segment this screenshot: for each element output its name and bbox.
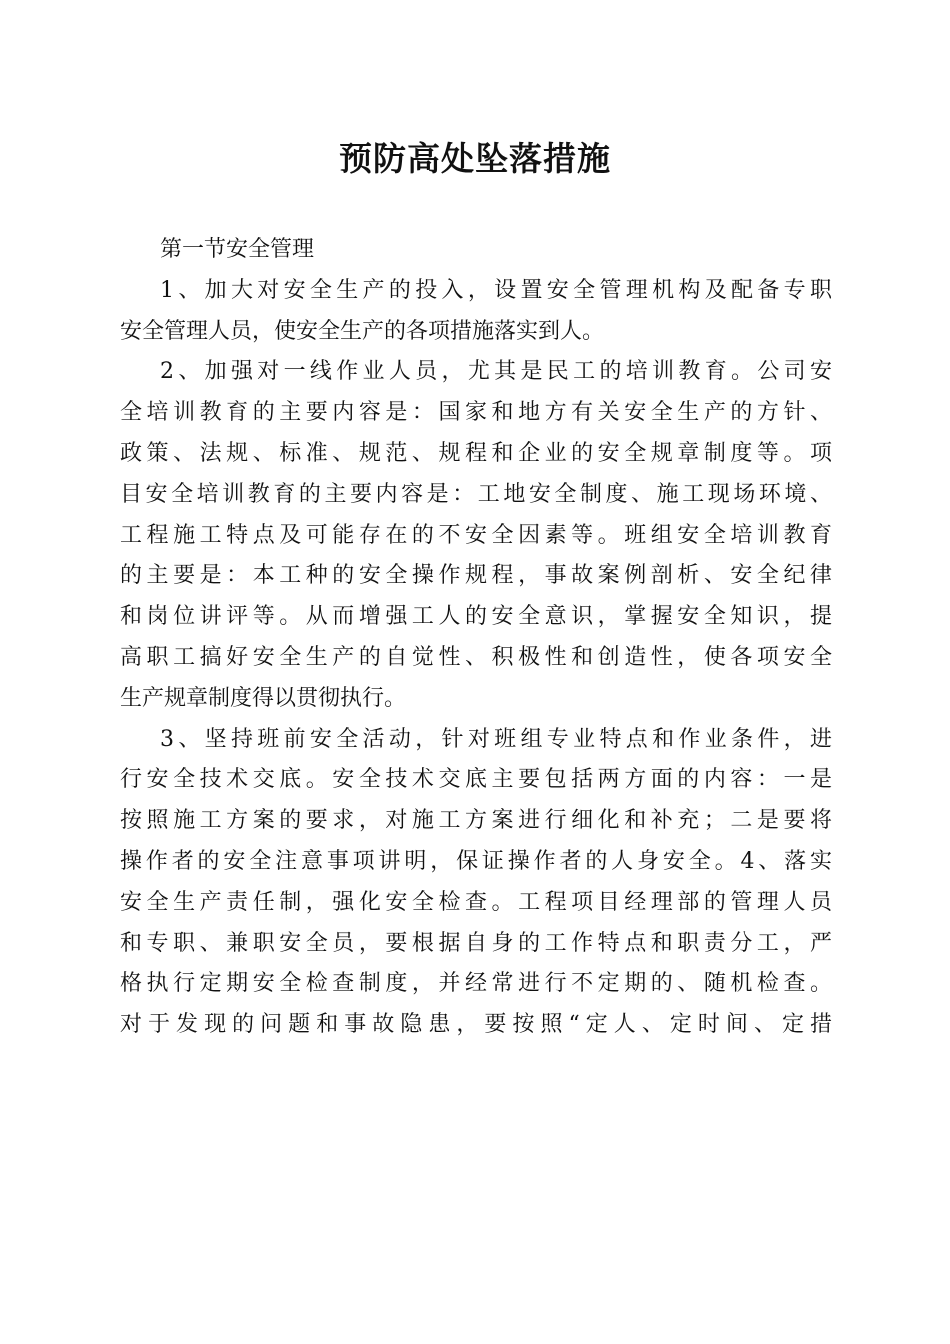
section-heading: 第一节安全管理	[160, 237, 315, 262]
paragraph-line: 格执行定期安全检查制度，并经常进行不定期的、随机检查。	[120, 971, 832, 997]
paragraph-line: 安全生产责任制，强化安全检查。工程项目经理部的管理人员	[120, 889, 832, 915]
paragraph-line: 生产规章制度得以贯彻执行。	[120, 685, 407, 711]
paragraph-line: 政策、法规、标准、规范、规程和企业的安全规章制度等。项	[120, 440, 832, 466]
paragraph-line: 安全管理人员，使安全生产的各项措施落实到人。	[120, 318, 605, 344]
paragraph-line: 工程施工特点及可能存在的不安全因素等。班组安全培训教育	[120, 522, 832, 548]
paragraph-line: 1、加大对安全生产的投入，设置安全管理机构及配备专职	[160, 277, 832, 303]
paragraph-line: 对于发现的问题和事故隐患，要按照“定人、定时间、定措	[120, 1012, 832, 1038]
paragraph-line: 全培训教育的主要内容是：国家和地方有关安全生产的方针、	[120, 400, 832, 426]
paragraph-line: 2、加强对一线作业人员，尤其是民工的培训教育。公司安	[160, 359, 832, 385]
paragraph-line: 和岗位讲评等。从而增强工人的安全意识，掌握安全知识，提	[120, 604, 832, 630]
paragraph-line: 3、坚持班前安全活动，针对班组专业特点和作业条件，进	[160, 726, 832, 752]
paragraph-line: 操作者的安全注意事项讲明，保证操作者的人身安全。4、落实	[120, 848, 832, 874]
paragraph-line: 高职工搞好安全生产的自觉性、积极性和创造性，使各项安全	[120, 644, 832, 670]
paragraph-line: 按照施工方案的要求，对施工方案进行细化和补充；二是要将	[120, 808, 832, 834]
paragraph-line: 的主要是：本工种的安全操作规程，事故案例剖析、安全纪律	[120, 563, 832, 589]
document-title: 预防高处坠落措施	[339, 139, 611, 178]
document-body	[120, 230, 832, 1046]
paragraph-line: 和专职、兼职安全员，要根据自身的工作特点和职责分工，严	[120, 930, 832, 956]
paragraph-line: 行安全技术交底。安全技术交底主要包括两方面的内容：一是	[120, 767, 832, 793]
paragraph-line: 目安全培训教育的主要内容是：工地安全制度、施工现场环境、	[120, 481, 832, 507]
